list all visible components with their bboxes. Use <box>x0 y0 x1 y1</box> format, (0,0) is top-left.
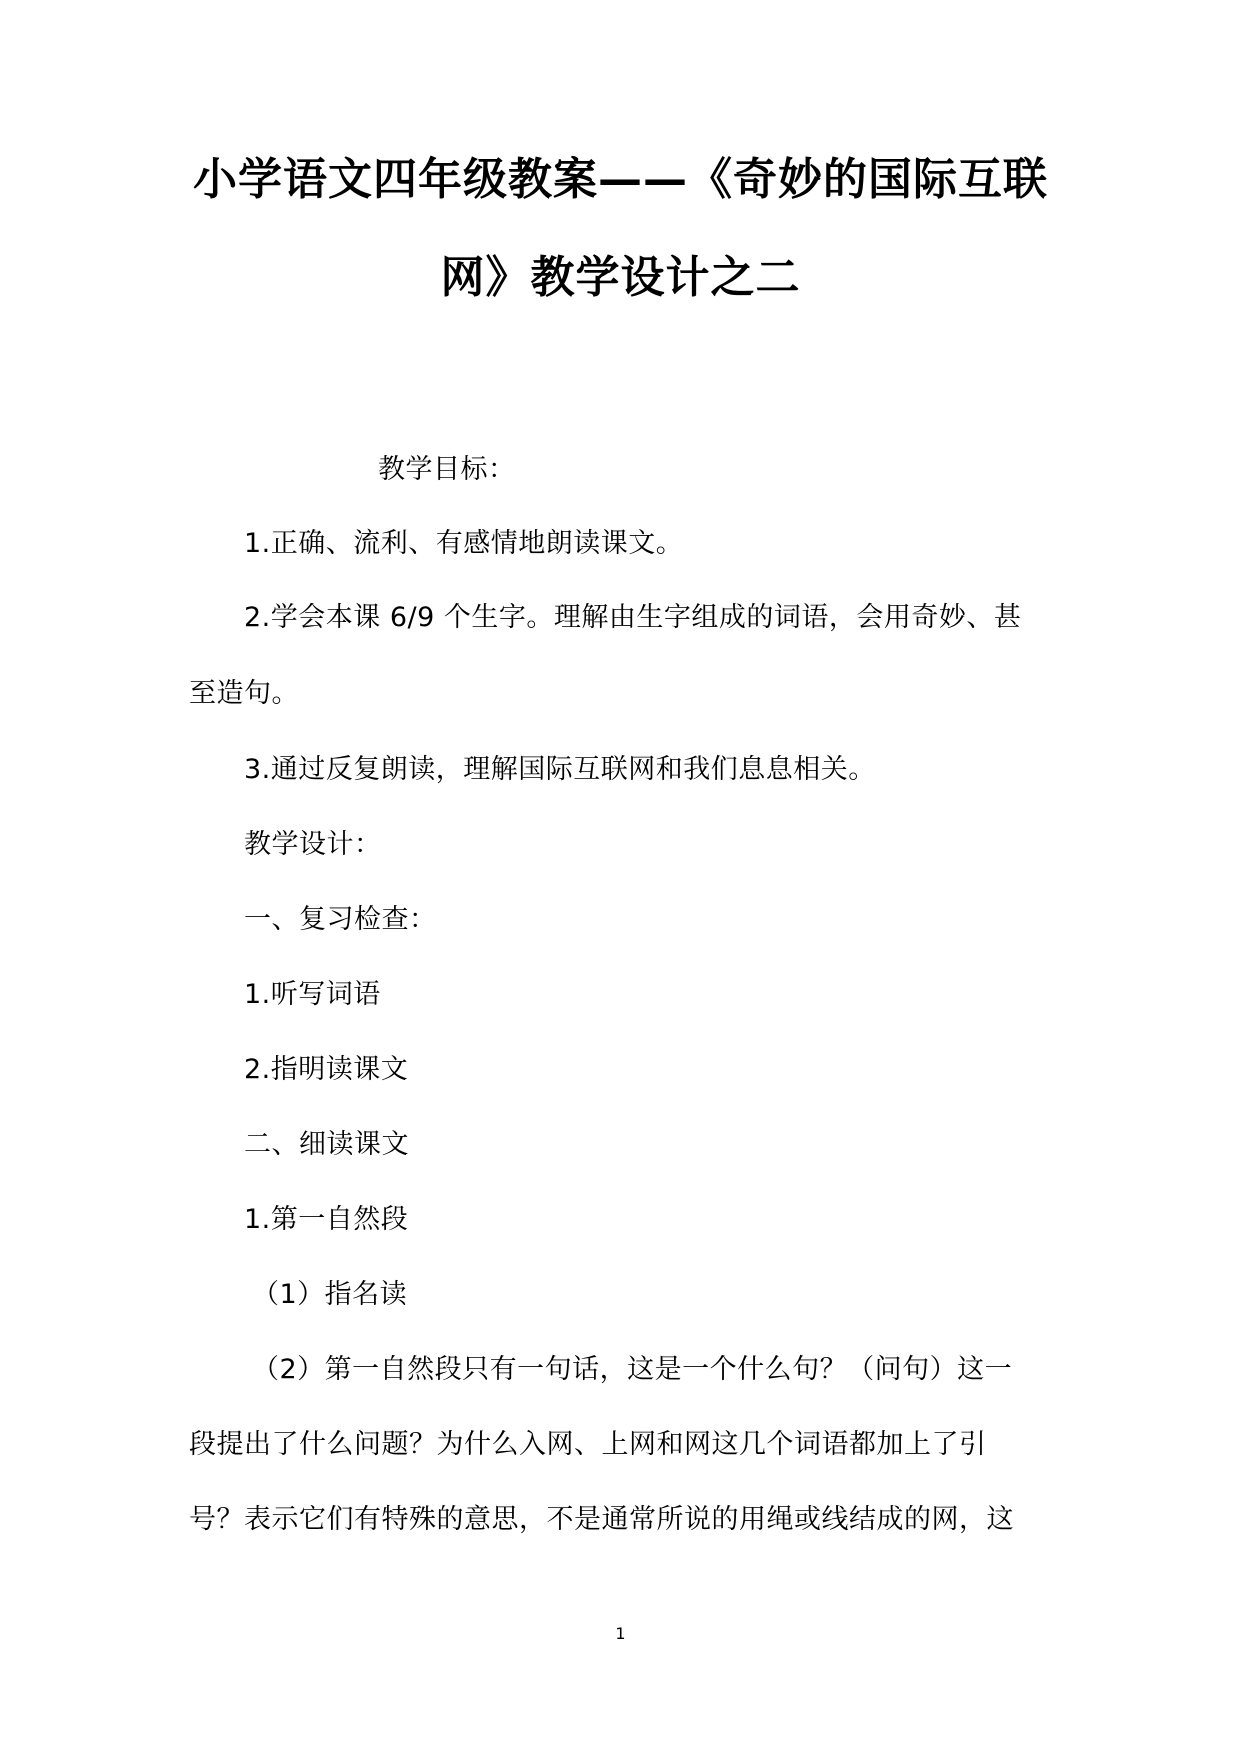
section-heading-review: 一、复习检查： <box>244 904 437 935</box>
document-title-line-1: 小学语文四年级教案——《奇妙的国际互联 <box>193 154 1048 205</box>
document-title-line-2: 网》教学设计之二 <box>440 252 801 303</box>
objective-item-3: 3.通过反复朗读，理解国际互联网和我们息息相关。 <box>244 754 876 785</box>
close-reading-subitem-2: （2）第一自然段只有一句话，这是一个什么句？（问句）这一 <box>252 1354 1013 1385</box>
objective-item-2-continued: 至造句。 <box>189 678 299 709</box>
objective-item-1: 1.正确、流利、有感情地朗读课文。 <box>244 528 684 559</box>
close-reading-subitem-2-continued-2: 号？表示它们有特殊的意思，不是通常所说的用绳或线结成的网，这 <box>189 1504 1014 1535</box>
close-reading-subitem-1: （1）指名读 <box>252 1279 408 1310</box>
close-reading-item-1: 1.第一自然段 <box>244 1204 409 1235</box>
objective-item-2: 2.学会本课 6/9 个生字。理解由生字组成的词语，会用奇妙、甚 <box>244 602 1022 633</box>
close-reading-subitem-2-continued-1: 段提出了什么问题？为什么入网、上网和网这几个词语都加上了引 <box>189 1429 987 1460</box>
review-item-1: 1.听写词语 <box>244 979 381 1010</box>
page-number: 1 <box>615 1624 626 1643</box>
section-heading-design: 教学设计： <box>244 829 382 860</box>
section-heading-objectives: 教学目标： <box>378 454 516 485</box>
section-heading-close-reading: 二、细读课文 <box>244 1129 409 1160</box>
review-item-2: 2.指明读课文 <box>244 1054 409 1085</box>
